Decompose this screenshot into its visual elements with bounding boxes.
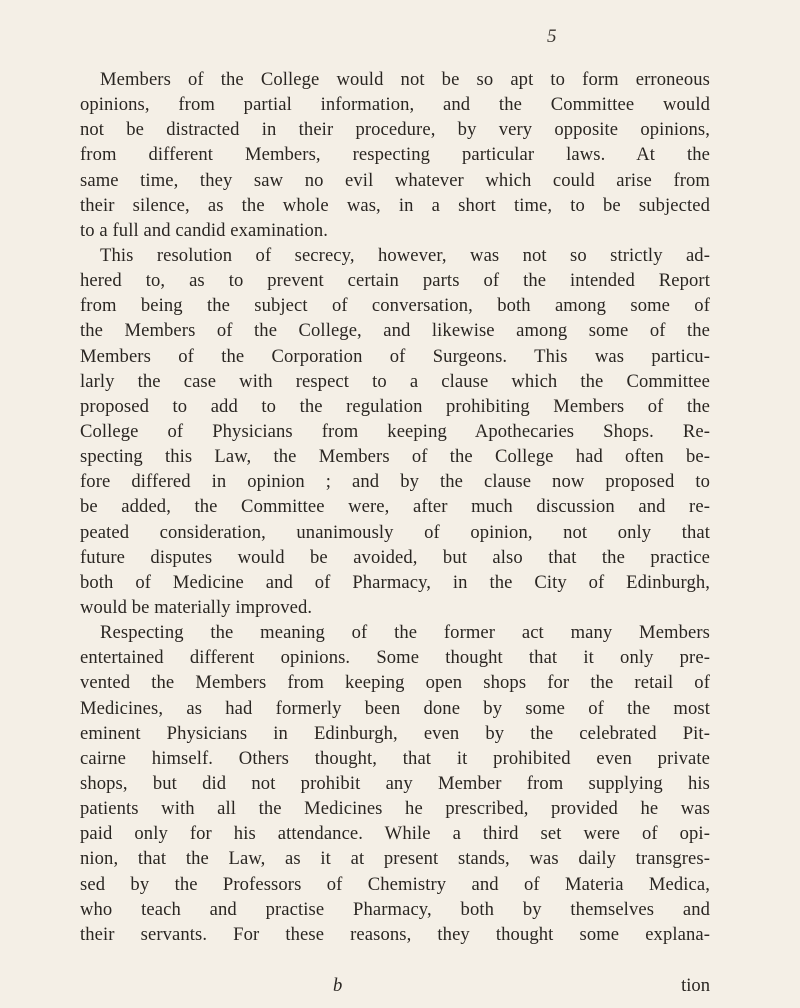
text-line: larly the case with respect to a clause which the Committee [80,370,710,392]
page-number: 5 [547,26,557,47]
text-line: future disputes would be avoided, but also that the practice [80,546,710,568]
text-line: from different Members, respecting particular laws. At the [80,144,710,166]
text-line: be added, the Committee were, after much discussion and re- [80,496,710,518]
catchword: tion [681,975,710,996]
text-line: Members of the Corporation of Surgeons. This was particu- [80,345,710,367]
text-line: hered to, as to prevent certain parts of the intended Report [80,270,710,292]
text-line: opinions, from partial information, and the Committee would [80,94,710,116]
text-line: their servants. For these reasons, they thought some explana- [80,923,710,945]
text-line: Respecting the meaning of the former act many Members [100,622,710,644]
text-line: eminent Physicians in Edinburgh, even by the celebrated Pit- [80,722,710,744]
text-line: entertained different opinions. Some thought that it only pre- [80,647,710,669]
text-line: specting this Law, the Members of the College had often be- [80,446,710,468]
text-line: who teach and practise Pharmacy, both by themselves and [80,898,710,920]
text-line: Medicines, as had formerly been done by some of the most [80,697,710,719]
text-line: Members of the College would not be so apt to form erroneous [100,69,710,90]
text-line: would be materially improved. [80,596,313,618]
text-line: This resolution of secrecy, however, was not so strictly ad- [100,244,710,266]
body-text [80,67,710,947]
signature-mark: b [333,975,343,996]
text-line: peated consideration, unanimously of opinion, not only that [80,521,710,543]
text-line: to a full and candid examination. [80,219,329,241]
page-footer [80,973,710,998]
text-line: both of Medicine and of Pharmacy, in the City of Edinburgh, [80,571,710,593]
text-line: their silence, as the whole was, in a short time, to be subjected [80,194,710,216]
text-line: the Members of the College, and likewise among some of the [80,320,710,342]
text-line: cairne himself. Others thought, that it prohibited even private [80,747,710,769]
text-line: vented the Members from keeping open shops for the retail of [80,672,710,694]
text-line: same time, they saw no evil whatever which could arise from [80,169,710,191]
text-line: from being the subject of conversation, both among some of [80,295,710,317]
text-line: not be distracted in their procedure, by very opposite opinions, [80,119,710,141]
text-line: shops, but did not prohibit any Member from supplying his [80,772,710,794]
text-line: sed by the Professors of Chemistry and of Materia Medica, [80,873,710,895]
text-line: proposed to add to the regulation prohibiting Members of the [80,395,710,417]
text-line: fore differed in opinion ; and by the clause now proposed to [80,471,710,493]
text-line: paid only for his attendance. While a third set were of opi- [80,823,710,845]
text-line: College of Physicians from keeping Apothecaries Shops. Re- [80,420,710,442]
text-line: nion, that the Law, as it at present stands, was daily transgres- [80,848,710,870]
text-line: patients with all the Medicines he prescribed, provided he was [80,798,710,820]
